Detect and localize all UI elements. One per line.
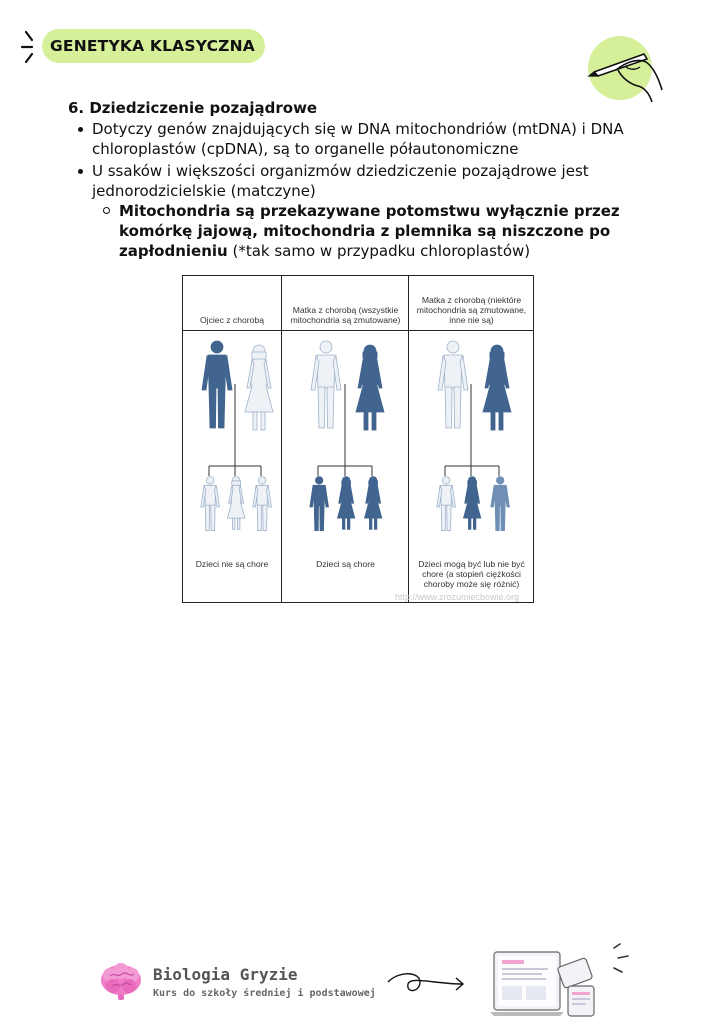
- devices-icon: [490, 942, 640, 1020]
- footer-brand: Biologia Gryzie: [153, 965, 298, 984]
- family-diagram: [282, 334, 409, 549]
- list-item: [68, 161, 668, 261]
- list-item-text: U ssaków i większości organizmów dziedziczenie pozajądrowe jest jednorodzicielskie (matczyne): [92, 162, 589, 200]
- sub-bullet-list: [92, 201, 668, 261]
- sub-list-item-bold: Mitochondria są przekazywane potomstwu wyłącznie przez komórkę jajową, mitochondria z plemnika są niszczone po zapłodnieniu: [119, 202, 620, 260]
- column-header-text: Matka z chorobą (niektóre mitochondria są zmutowane, inne nie są): [416, 295, 527, 325]
- column-header-text: Ojciec z chorobą: [199, 315, 264, 325]
- column-footer-text: Dzieci nie są chore: [195, 559, 269, 569]
- column-header: [282, 276, 409, 331]
- father-figure: [202, 341, 232, 428]
- child-figure: [253, 477, 272, 531]
- family-diagram: [183, 334, 281, 549]
- section-badge: [42, 29, 265, 63]
- child-figure: [491, 477, 510, 531]
- father-figure: [438, 341, 468, 428]
- curved-arrow-icon: [386, 966, 468, 1000]
- mother-figure: [356, 345, 384, 430]
- child-figure: [437, 477, 456, 531]
- section-heading: 6. Dziedziczenie pozajądrowe: [68, 99, 318, 117]
- child-figure: [310, 477, 329, 531]
- figure-column-mother-all: [281, 276, 409, 602]
- bullet-list: [68, 119, 668, 261]
- sub-list-item-note: (*tak samo w przypadku chloroplastów): [227, 242, 531, 260]
- family-diagram: [409, 334, 534, 549]
- figure-column-mother-some: [408, 276, 534, 602]
- child-figure: [201, 477, 220, 531]
- column-header-text: Matka z chorobą (wszystkie mitochondria są zmutowane): [290, 305, 401, 325]
- figure-column-father: [183, 276, 281, 602]
- mother-figure: [483, 345, 511, 430]
- child-figure: [337, 477, 354, 530]
- child-figure: [227, 477, 244, 530]
- hand-writing-icon: [586, 40, 666, 104]
- sparkle-icon: [20, 30, 42, 64]
- column-header: [183, 276, 281, 331]
- watermark: http://www.zrozumiecbowie.org: [395, 592, 520, 602]
- list-item: Dotyczy genów znajdujących się w DNA mitochondriów (mtDNA) i DNA chloroplastów (cpDNA), są to organelle półautonomiczne: [68, 119, 668, 159]
- inheritance-figure: [182, 275, 534, 603]
- column-footer: [411, 559, 532, 589]
- father-figure: [311, 341, 341, 428]
- column-footer-text: Dzieci mogą być lub nie być chore (a stopień ciężkości choroby może się różnić): [418, 559, 525, 589]
- section-badge-label: GENETYKA KLASYCZNA: [50, 37, 255, 55]
- column-header: [409, 276, 534, 331]
- column-footer: [185, 559, 279, 569]
- column-footer-text: Dzieci są chore: [316, 559, 375, 569]
- mother-figure: [245, 345, 273, 430]
- footer-tagline: Kurs do szkoły średniej i podstawowej: [153, 988, 376, 999]
- column-footer: [284, 559, 407, 569]
- sub-list-item: [92, 201, 668, 261]
- child-figure: [364, 477, 381, 530]
- section-content: [68, 98, 668, 263]
- brain-logo-icon: [98, 958, 144, 1004]
- child-figure: [463, 477, 480, 530]
